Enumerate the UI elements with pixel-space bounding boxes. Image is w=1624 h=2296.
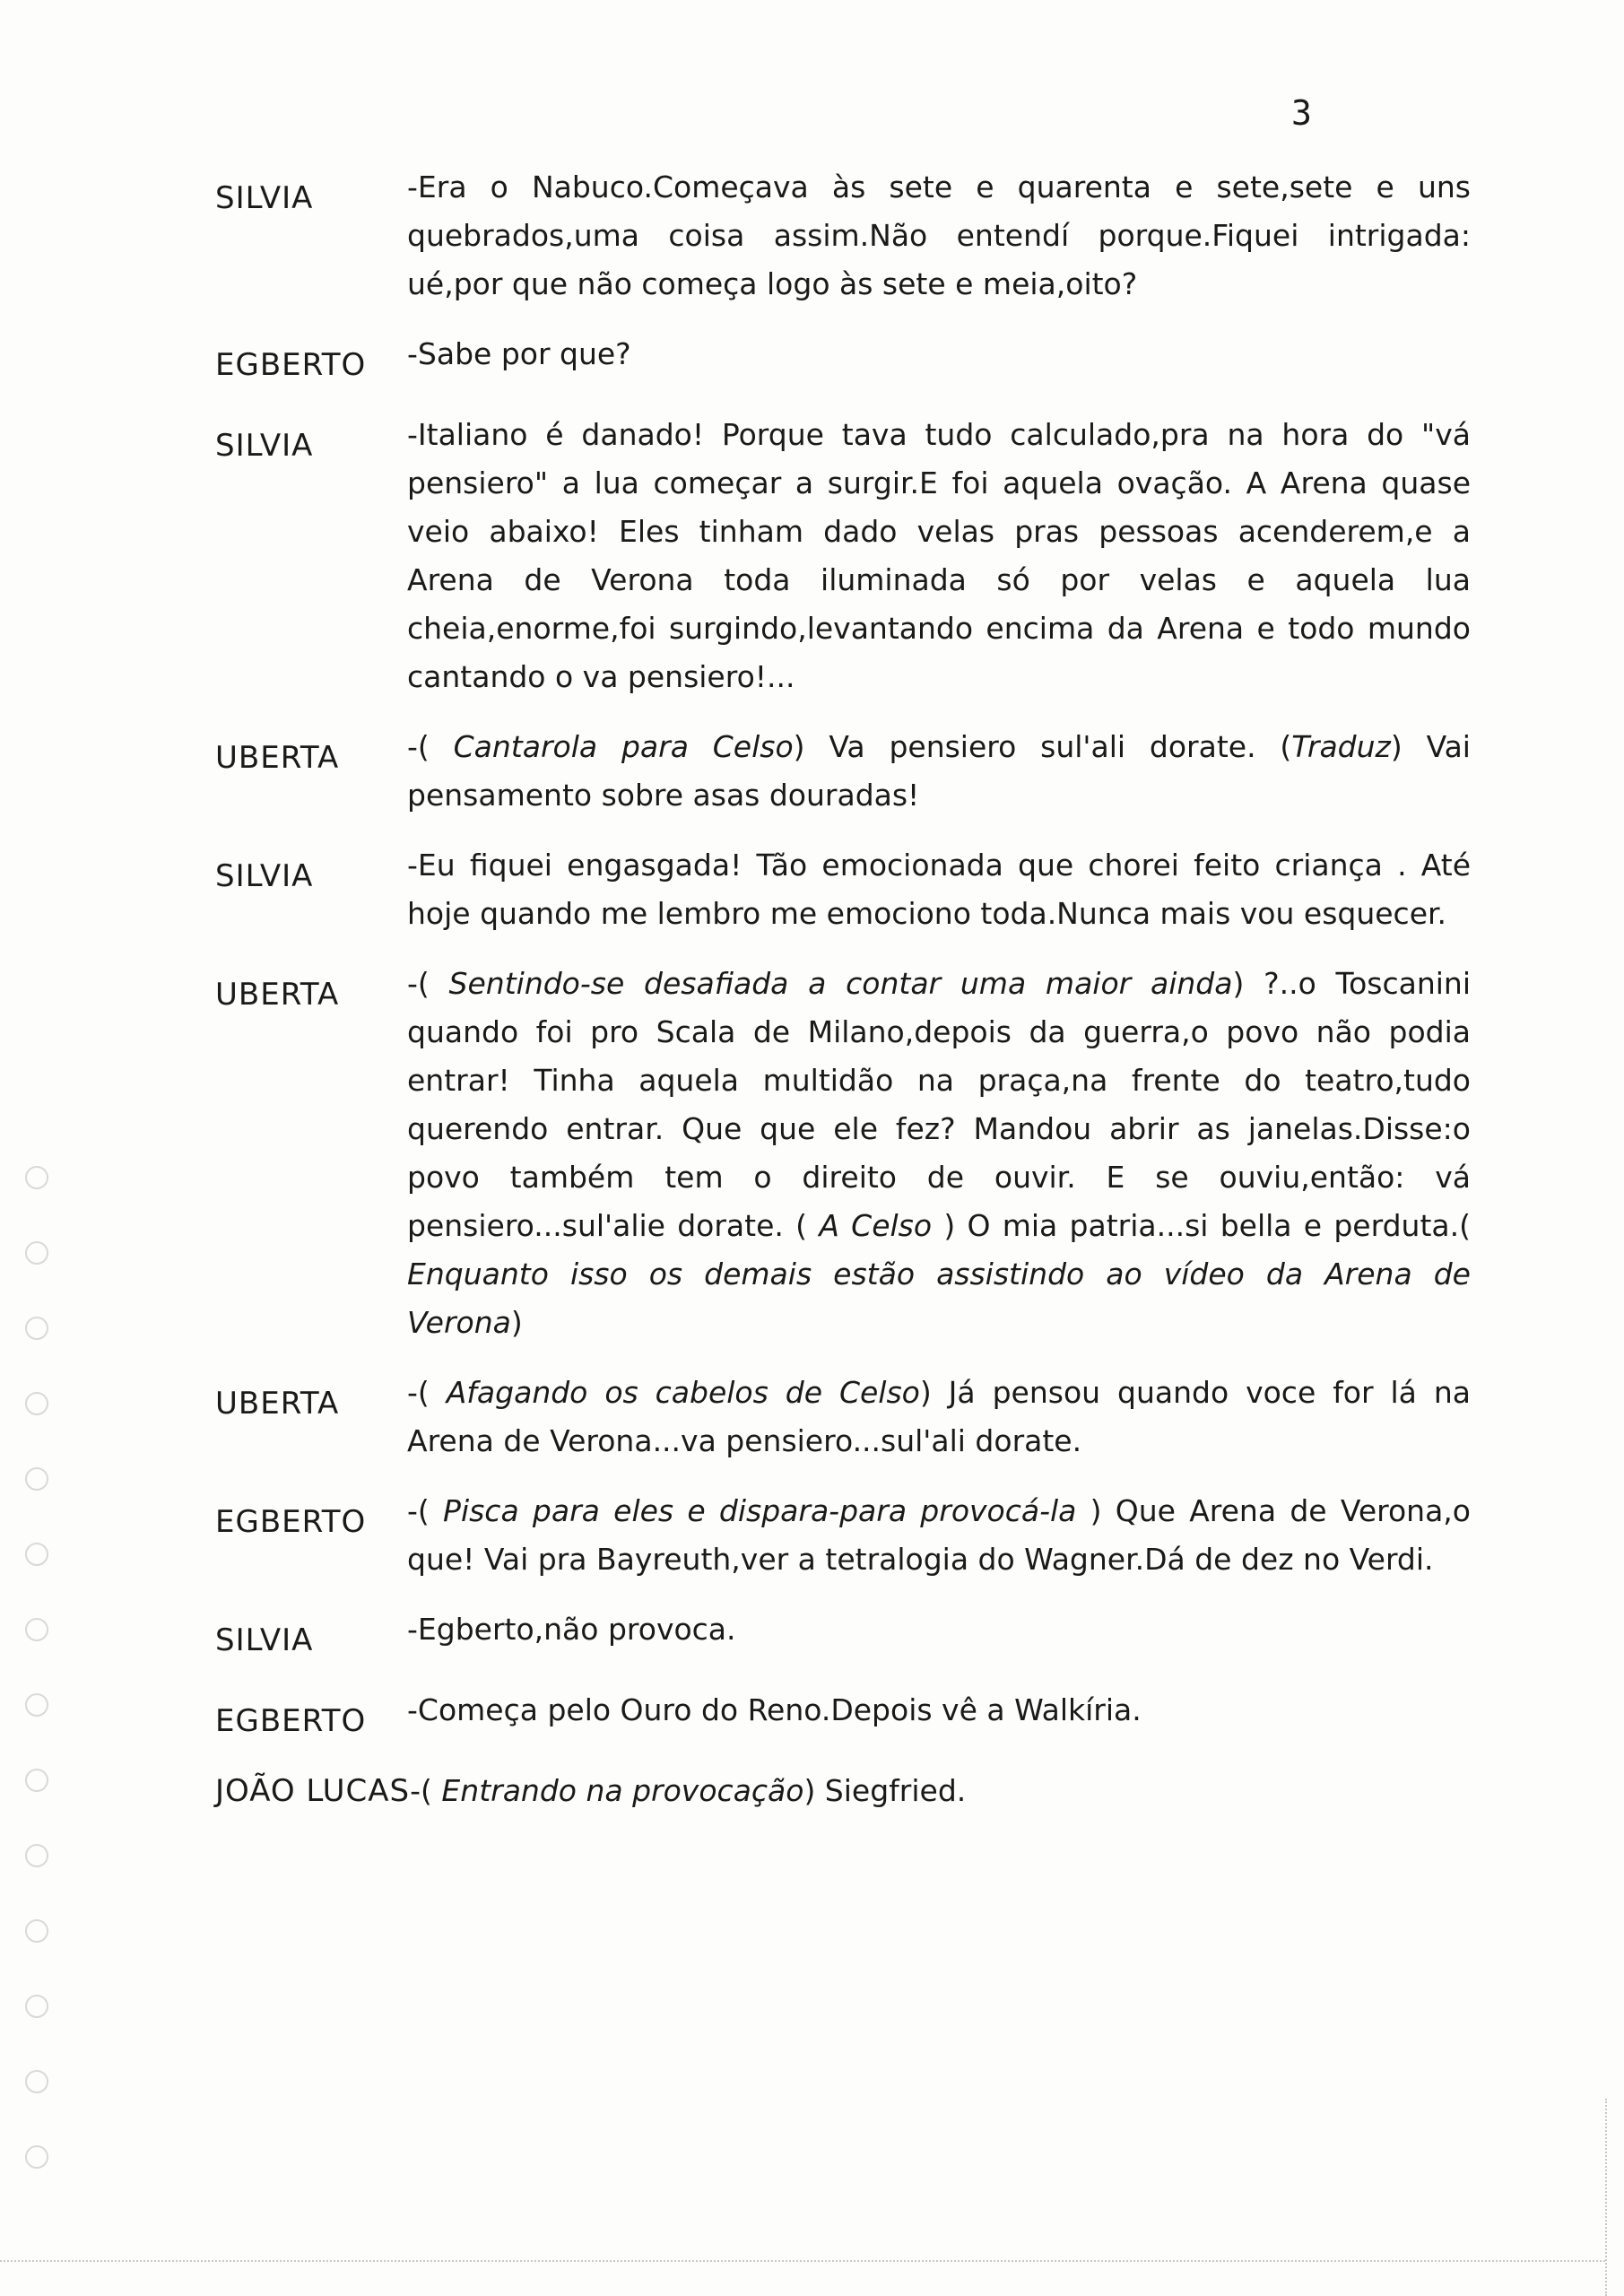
- script-entry: [215, 723, 1471, 820]
- dialogue-text: -(: [407, 966, 449, 1001]
- script-entry: [215, 163, 1471, 309]
- feed-hole: [25, 2145, 48, 2169]
- dialogue-text: -Começa pelo Ouro do Reno.Depois vê a Walkíria.: [407, 1692, 1142, 1727]
- dialogue-text: ) O mia patria...si bella e perduta.(: [932, 1208, 1471, 1243]
- speaker-name: SILVIA: [215, 1622, 314, 1658]
- speech: [407, 163, 1471, 309]
- speaker-name: JOÃO LUCAS: [215, 1773, 411, 1809]
- script-entry-inline: [215, 1767, 1471, 1815]
- feed-hole: [25, 1618, 48, 1641]
- feed-hole: [25, 1166, 48, 1189]
- speech: [407, 1686, 1471, 1735]
- speaker-name: EGBERTO: [215, 347, 367, 383]
- speaker-name: UBERTA: [215, 977, 340, 1013]
- stage-direction: A Celso: [819, 1208, 933, 1243]
- feed-hole: [25, 1317, 48, 1340]
- script-entry: [215, 411, 1471, 701]
- script-entry: [215, 960, 1471, 1347]
- feed-hole: [25, 1392, 48, 1415]
- script-body: [215, 163, 1471, 1815]
- dialogue-text: -Egberto,não provoca.: [407, 1612, 736, 1647]
- dialogue-text: ) Que Arena de Verona,o que! Vai pra Bayreuth,ver a tetralogia do Wagner.Dá de dez no Verdi.: [407, 1493, 1471, 1577]
- speech: [407, 960, 1471, 1347]
- dialogue-text: ) ?..o Toscanini quando foi pro Scala de Milano,depois da guerra,o povo não podia entrar! Tinha aquela multidão na praça,na frente do teatro,tudo querendo entrar. Que que ele fez? Mandou abrir as janelas.Disse:o povo também tem o direito de ouvir. E se ouviu,então: vá pensiero...sul'alie dorate. (: [407, 966, 1471, 1243]
- script-entry: [215, 1686, 1471, 1745]
- script-entry: [215, 330, 1471, 389]
- speaker-name: UBERTA: [215, 740, 340, 776]
- dialogue-text: -Eu fiquei engasgada! Tão emocionada que chorei feito criança . Até hoje quando me lembro me emociono toda.Nunca mais vou esquecer.: [407, 848, 1471, 931]
- speaker-name: SILVIA: [215, 858, 314, 894]
- speaker-name: SILVIA: [215, 180, 314, 216]
- stage-direction: Sentindo-se desafiada a contar uma maior ainda: [448, 966, 1233, 1001]
- script-entry: [215, 841, 1471, 938]
- dialogue-text: ) Vai pensamento sobre asas douradas!: [407, 729, 1471, 813]
- feed-hole: [25, 1995, 48, 2018]
- speech: [407, 411, 1471, 701]
- perforation-line-vertical: [1605, 2099, 1607, 2296]
- feed-hole: [25, 2070, 48, 2093]
- dialogue-text: -(: [407, 729, 454, 764]
- dialogue-text: -(: [407, 1375, 447, 1410]
- script-entry: [215, 1369, 1471, 1465]
- speech: [407, 1369, 1471, 1465]
- feed-hole: [25, 1241, 48, 1265]
- speech: [407, 330, 1471, 378]
- speech: [407, 1487, 1471, 1584]
- dialogue-text: ) Siegfried.: [803, 1773, 967, 1808]
- dialogue-text: -(: [407, 1493, 444, 1528]
- feed-hole: [25, 1769, 48, 1792]
- dialogue-text: ) Já pensou quando voce for lá na Arena de Verona...va pensiero...sul'ali dorate.: [407, 1375, 1471, 1458]
- perforation-line: [0, 2260, 1605, 2262]
- dialogue-text: -Era o Nabuco.Começava às sete e quarenta e sete,sete e uns quebrados,uma coisa assim.Não entendí porque.Fiquei intrigada: ué,por que não começa logo às sete e meia,oito?: [407, 170, 1471, 301]
- speaker-name: UBERTA: [215, 1386, 340, 1422]
- page-number: 3: [1291, 93, 1312, 133]
- feed-hole: [25, 1467, 48, 1491]
- feed-hole: [25, 1844, 48, 1867]
- speech: [407, 1605, 1471, 1654]
- dialogue-text: -(: [410, 1773, 442, 1808]
- stage-direction: Enquanto isso os demais estão assistindo ao vídeo da Arena de Verona: [407, 1257, 1471, 1340]
- script-entry: [215, 1487, 1471, 1584]
- speaker-name: EGBERTO: [215, 1504, 367, 1540]
- speaker-name: EGBERTO: [215, 1703, 367, 1739]
- stage-direction: Pisca para eles e dispara-para provocá-la: [443, 1493, 1077, 1528]
- speaker-name: SILVIA: [215, 428, 314, 464]
- speech: [407, 841, 1471, 938]
- script-entry: [215, 1605, 1471, 1665]
- feed-hole: [25, 1543, 48, 1566]
- feed-hole: [25, 1919, 48, 1943]
- tractor-feed-holes: [25, 1166, 61, 2242]
- dialogue-text: -Sabe por que?: [407, 336, 631, 371]
- stage-direction: Traduz: [1291, 729, 1391, 764]
- dialogue-text: ) Va pensiero sul'ali dorate. (: [793, 729, 1292, 764]
- stage-direction: Entrando na provocação: [441, 1773, 804, 1808]
- stage-direction: Cantarola para Celso: [453, 729, 794, 764]
- dialogue-text: -Italiano é danado! Porque tava tudo calculado,pra na hora do "vá pensiero" a lua começar a surgir.E foi aquela ovação. A Arena quase veio abaixo! Eles tinham dado velas pras pessoas acenderem,e a Arena de Verona toda iluminada só por velas e aquela lua cheia,enorme,foi surgindo,levantando encima da Arena e todo mundo cantando o va pensiero!...: [407, 417, 1471, 694]
- stage-direction: Afagando os cabelos de Celso: [446, 1375, 920, 1410]
- feed-hole: [25, 1693, 48, 1717]
- speech: [407, 723, 1471, 820]
- dialogue-text: ): [510, 1305, 523, 1340]
